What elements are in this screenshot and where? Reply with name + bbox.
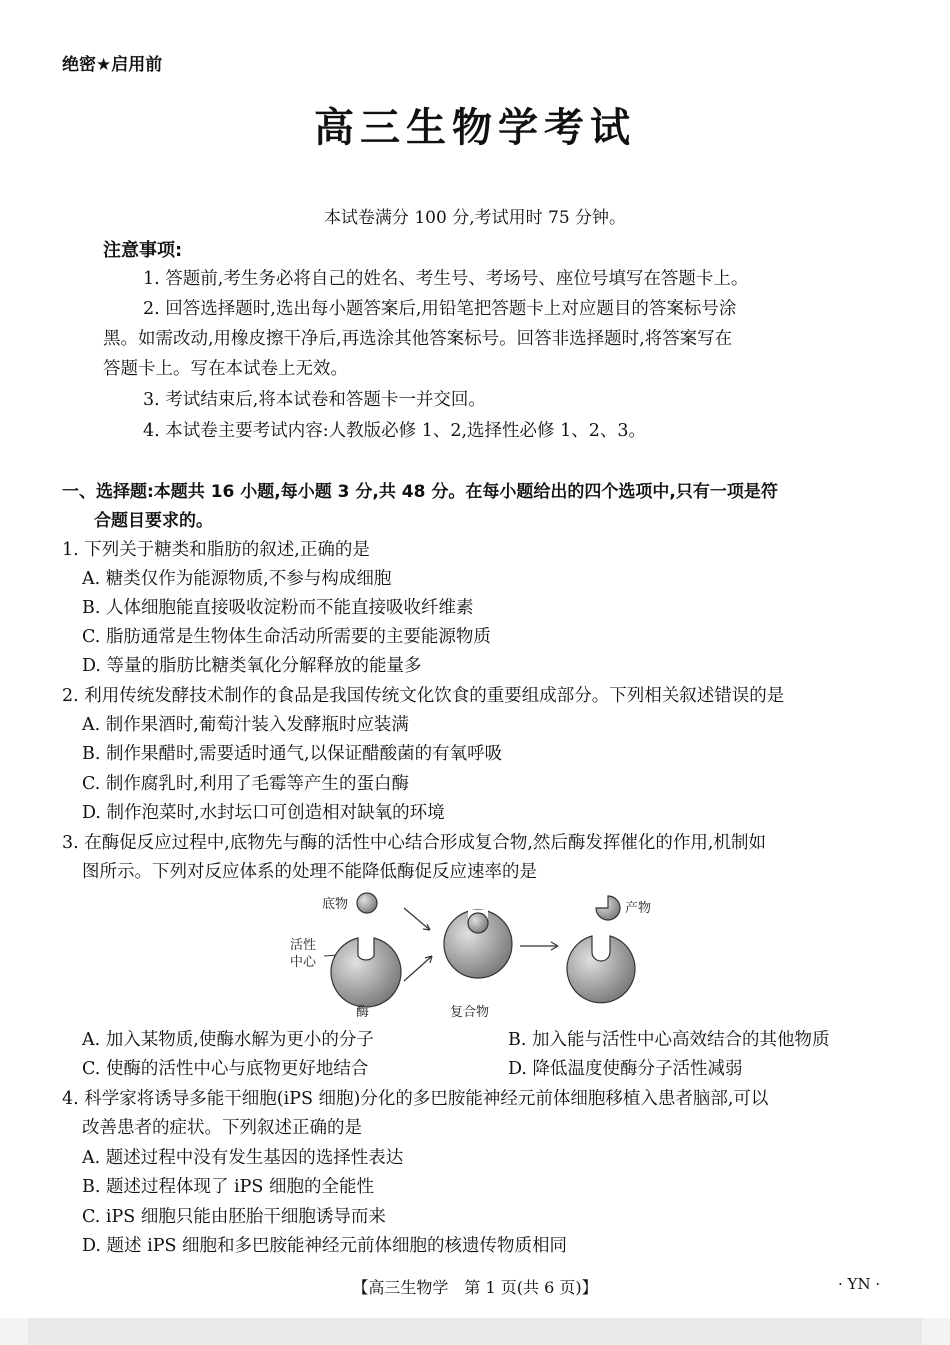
label-complex: 复合物 <box>450 1005 490 1020</box>
q2-option-d: D. 制作泡菜时,水封坛口可创造相对缺氧的环境 <box>82 803 445 823</box>
bottom-band <box>28 1318 922 1345</box>
notice-item-3: 3. 考试结束后,将本试卷和答题卡一并交回。 <box>143 390 486 410</box>
exam-info: 本试卷满分 100 分,考试用时 75 分钟。 <box>323 208 627 228</box>
label-substrate: 底物 <box>322 897 349 912</box>
q1-option-d: D. 等量的脂肪比糖类氧化分解释放的能量多 <box>82 656 422 676</box>
q3-stem-line-2: 图所示。下列对反应体系的处理不能降低酶促反应速率的是 <box>82 862 537 882</box>
q3-option-b: B. 加入能与活性中心高效结合的其他物质 <box>508 1030 830 1050</box>
q4-stem-line-1: 4. 科学家将诱导多能干细胞(iPS 细胞)分化的多巴胺能神经元前体细胞移植入患者脑部,可以 <box>62 1089 769 1109</box>
q3-stem-line-1: 3. 在酶促反应过程中,底物先与酶的活性中心结合形成复合物,然后酶发挥催化的作用,机制如 <box>62 833 766 853</box>
q4-option-b: B. 题述过程体现了 iPS 细胞的全能性 <box>82 1177 374 1197</box>
q4-option-a: A. 题述过程中没有发生基因的选择性表达 <box>82 1148 404 1168</box>
q4-stem-line-2: 改善患者的症状。下列叙述正确的是 <box>82 1118 362 1138</box>
page-footer: 【高三生物学 第 1 页(共 6 页)】 <box>352 1278 598 1297</box>
substrate-shape <box>357 893 377 913</box>
label-product: 产物 <box>625 901 652 916</box>
q2-option-a: A. 制作果酒时,葡萄汁装入发酵瓶时应装满 <box>82 715 409 735</box>
notice-item-2-line-3: 答题卡上。写在本试卷上无效。 <box>103 359 348 379</box>
q1-option-a: A. 糖类仅作为能源物质,不参与构成细胞 <box>82 569 392 589</box>
product-shape <box>596 896 620 920</box>
label-active-site-1: 活性 <box>290 938 317 953</box>
label-enzyme: 酶 <box>356 1005 370 1020</box>
enzyme-mechanism-diagram <box>280 886 670 1026</box>
notice-item-2-line-2: 黑。如需改动,用橡皮擦干净后,再选涂其他答案标号。回答非选择题时,将答案写在 <box>103 329 733 349</box>
enzyme-shape <box>331 938 401 1007</box>
q1-option-c: C. 脂肪通常是生物体生命活动所需要的主要能源物质 <box>82 627 491 647</box>
confidential-label: 绝密★启用前 <box>62 55 163 75</box>
q3-option-a: A. 加入某物质,使酶水解为更小的分子 <box>82 1030 374 1050</box>
q3-option-d: D. 降低温度使酶分子活性减弱 <box>508 1059 743 1079</box>
page-title: 高三生物学考试 <box>314 105 636 151</box>
notice-item-1: 1. 答题前,考生务必将自己的姓名、考生号、考场号、座位号填写在答题卡上。 <box>143 269 749 289</box>
notice-item-4: 4. 本试卷主要考试内容:人教版必修 1、2,选择性必修 1、2、3。 <box>143 421 647 441</box>
q2-option-b: B. 制作果醋时,需要适时通气,以保证醋酸菌的有氧呼吸 <box>82 744 503 764</box>
q4-option-d: D. 题述 iPS 细胞和多巴胺能神经元前体细胞的核遗传物质相同 <box>82 1236 568 1256</box>
section-heading-line-2: 合题目要求的。 <box>94 511 213 531</box>
q2-stem: 2. 利用传统发酵技术制作的食品是我国传统文化饮食的重要组成部分。下列相关叙述错误的是 <box>62 686 785 706</box>
arrow-enzyme <box>404 956 432 981</box>
arrow-substrate <box>404 908 430 930</box>
q3-option-c: C. 使酶的活性中心与底物更好地结合 <box>82 1059 369 1079</box>
section-heading-line-1: 一、选择题:本题共 16 小题,每小题 3 分,共 48 分。在每小题给出的四个选项中,只有一项是符 <box>62 482 778 502</box>
free-enzyme-shape <box>567 936 635 1003</box>
notice-item-2-line-1: 2. 回答选择题时,选出每小题答案后,用铅笔把答题卡上对应题目的答案标号涂 <box>143 299 737 319</box>
label-active-site-2: 中心 <box>290 955 317 970</box>
notice-heading: 注意事项: <box>103 240 183 261</box>
bound-substrate-shape <box>468 913 488 933</box>
footer-code: · YN · <box>838 1275 881 1293</box>
q1-option-b: B. 人体细胞能直接吸收淀粉而不能直接吸收纤维素 <box>82 598 474 618</box>
q2-option-c: C. 制作腐乳时,利用了毛霉等产生的蛋白酶 <box>82 774 409 794</box>
q1-stem: 1. 下列关于糖类和脂肪的叙述,正确的是 <box>62 540 370 560</box>
q4-option-c: C. iPS 细胞只能由胚胎干细胞诱导而来 <box>82 1207 386 1227</box>
